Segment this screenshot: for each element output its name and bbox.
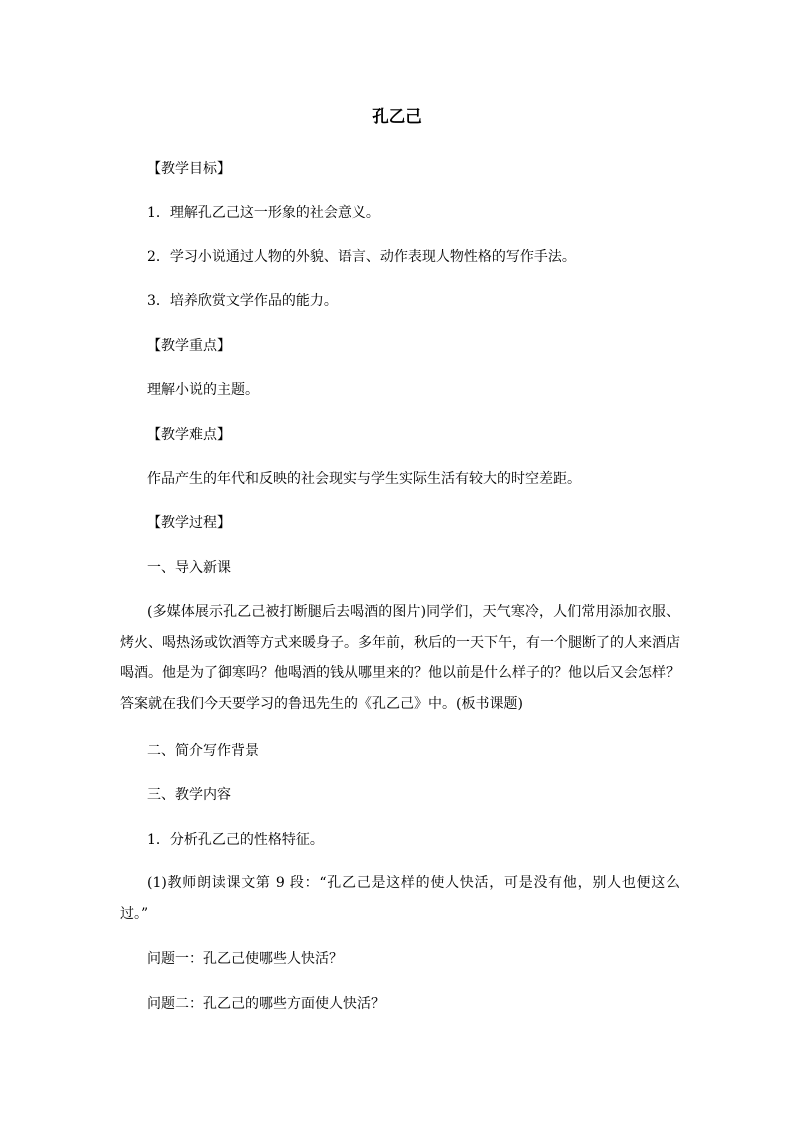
question-1: 问题一：孔乙己使哪些人快活？ [147, 951, 343, 967]
difficulties-text: 作品产生的年代和反映的社会现实与学生实际生活有较大的时空差距。 [147, 471, 581, 487]
objectives-heading: 【教学目标】 [147, 161, 231, 177]
key-points-heading: 【教学重点】 [147, 338, 231, 354]
key-points-text: 理解小说的主题。 [147, 382, 259, 398]
process-heading: 【教学过程】 [147, 515, 231, 531]
intro-paragraph: (多媒体展示孔乙己被打断腿后去喝酒的图片)同学们，天气寒冷，人们常用添加衣服、烤火、喝热汤或饮酒等方式来暖身子。多年前，秋后的一天下午，有一个腿断了的人来酒店喝酒。他是为了御寒吗？他喝酒的钱从哪里来的？他以前是什么样子的？他以后又会怎样？答案就在我们今天要学习的鲁迅先生的《孔乙己》中。(板书课题) [120, 604, 680, 712]
difficulties-heading: 【教学难点】 [147, 427, 231, 443]
part2-heading: 二、简介写作背景 [147, 743, 259, 759]
reading-paragraph: (1)教师朗读课文第 9 段：“孔乙己是这样的使人快活，可是没有他，别人也便这么过。” [120, 875, 680, 922]
objective-item-3: 3．培养欣赏文学作品的能力。 [147, 293, 338, 309]
objective-item-1: 1．理解孔乙己这一形象的社会意义。 [147, 205, 380, 221]
page-title: 孔乙己 [372, 107, 422, 126]
objective-item-2: 2．学习小说通过人物的外貌、语言、动作表现人物性格的写作手法。 [147, 249, 576, 265]
part1-heading: 一、导入新课 [147, 560, 231, 576]
content-item-1: 1．分析孔乙己的性格特征。 [147, 832, 324, 848]
question-2: 问题二：孔乙己的哪些方面使人快活？ [147, 996, 385, 1012]
part3-heading: 三、教学内容 [147, 787, 231, 803]
